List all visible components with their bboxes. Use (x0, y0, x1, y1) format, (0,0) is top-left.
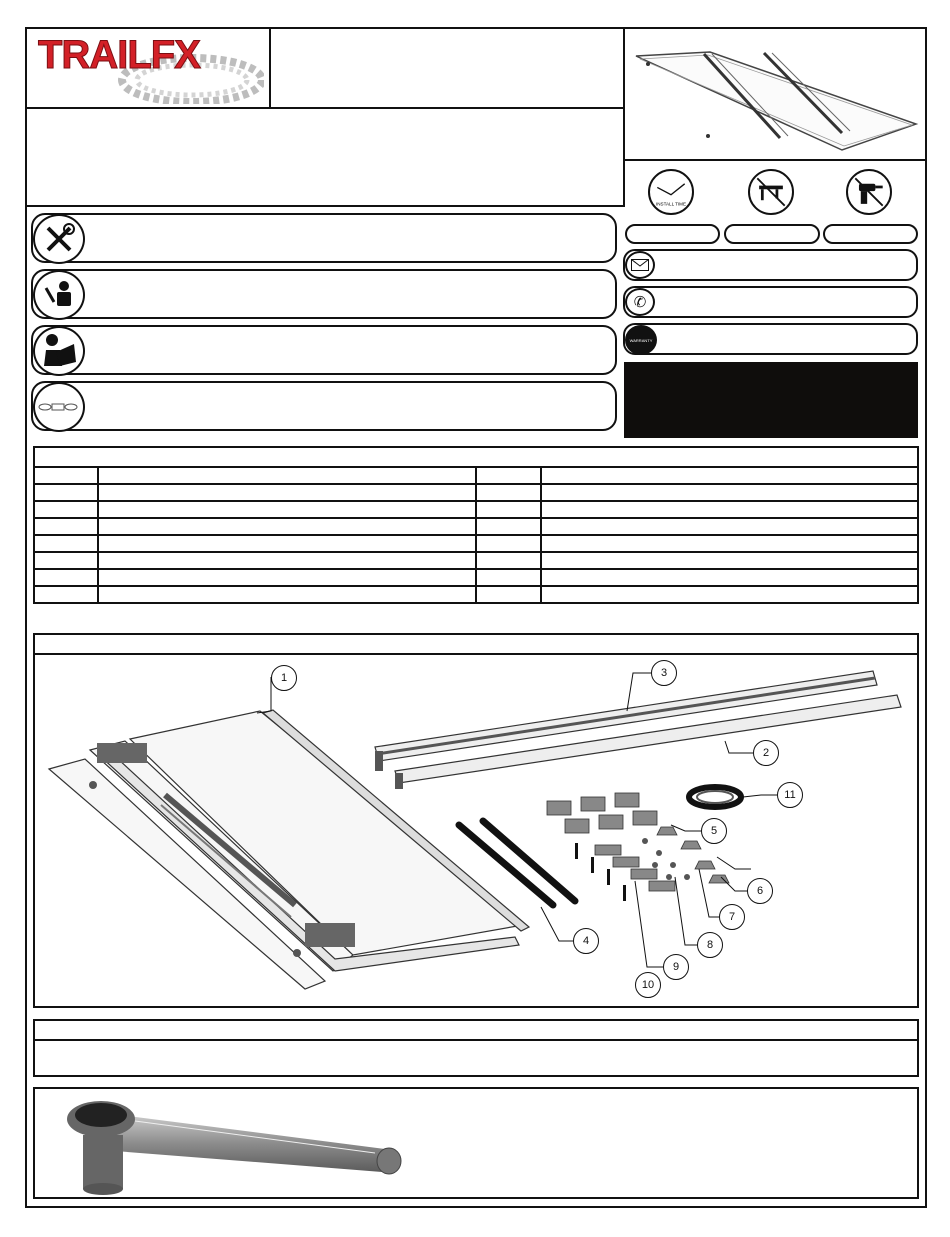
table-cell (541, 569, 918, 586)
parts-list-header (33, 446, 919, 468)
callout-10: 10 (635, 972, 661, 998)
brand-logo (32, 30, 264, 104)
callout-7: 7 (719, 904, 745, 930)
table-cell (541, 586, 918, 603)
table-row (34, 569, 918, 586)
logo-divider (269, 27, 271, 109)
product-description (32, 115, 617, 199)
table-cell (476, 501, 541, 518)
exploded-view-drawing (35, 655, 917, 1006)
table-cell (98, 518, 476, 535)
svg-text:INSTALL TIME: INSTALL TIME (656, 201, 686, 207)
table-cell (98, 552, 476, 569)
callout-11: 11 (777, 782, 803, 808)
table-cell (34, 501, 98, 518)
callout-3: 3 (651, 660, 677, 686)
tools-icon (33, 214, 85, 264)
table-cell (541, 552, 918, 569)
no-cutting-icon (748, 169, 794, 215)
notice-panel (624, 362, 918, 438)
product-image (628, 32, 923, 156)
ratchet-wrench-image (55, 1091, 435, 1199)
table-cell (34, 569, 98, 586)
table-cell (34, 484, 98, 501)
header-divider (25, 107, 625, 109)
table-cell (98, 501, 476, 518)
table-cell (98, 484, 476, 501)
notes-panel (33, 1039, 919, 1077)
table-cell (98, 467, 476, 484)
warranty-row (623, 323, 918, 355)
table-cell (476, 552, 541, 569)
tool-panel (33, 1087, 919, 1199)
technician-icon (33, 270, 85, 320)
table-cell (541, 501, 918, 518)
table-row (34, 552, 918, 569)
hardware-row (31, 381, 617, 431)
table-cell (541, 518, 918, 535)
cutting-value (724, 224, 820, 244)
table-cell (98, 586, 476, 603)
callout-2: 2 (753, 740, 779, 766)
table-cell (34, 467, 98, 484)
table-cell (476, 535, 541, 552)
warranty-badge-icon: WARRANTY (625, 325, 657, 355)
install-time-value (625, 224, 720, 244)
table-row (34, 586, 918, 603)
install-time-icon (648, 169, 694, 215)
table-cell (541, 467, 918, 484)
table-row (34, 535, 918, 552)
drilling-value (823, 224, 918, 244)
table-row (34, 484, 918, 501)
phone-icon: ✆ (625, 288, 655, 316)
table-cell (476, 484, 541, 501)
table-row (34, 518, 918, 535)
table-cell (476, 569, 541, 586)
exploded-view-panel (33, 653, 919, 1008)
table-row (34, 467, 918, 484)
email-row (623, 249, 918, 281)
description-bottom-line (25, 205, 625, 207)
table-cell (98, 535, 476, 552)
exploded-view-header (33, 633, 919, 655)
table-row (34, 501, 918, 518)
callout-8: 8 (697, 932, 723, 958)
callout-9: 9 (663, 954, 689, 980)
tools-row (31, 213, 617, 263)
table-cell (541, 484, 918, 501)
envelope-icon (625, 251, 655, 279)
no-drilling-icon (846, 169, 892, 215)
table-cell (476, 467, 541, 484)
notes-header (33, 1019, 919, 1041)
table-cell (34, 518, 98, 535)
callout-1: 1 (271, 665, 297, 691)
table-cell (541, 535, 918, 552)
table-cell (34, 535, 98, 552)
callout-5: 5 (701, 818, 727, 844)
phone-row (623, 286, 918, 318)
instructions-icon (33, 326, 85, 376)
technician-row (31, 269, 617, 319)
callout-4: 4 (573, 928, 599, 954)
logo-wordmark: TRAILFX (38, 33, 200, 77)
header-right-divider (623, 27, 625, 207)
callout-6: 6 (747, 878, 773, 904)
part-title (275, 35, 615, 95)
instructions-row (31, 325, 617, 375)
product-image-divider (623, 159, 927, 161)
table-cell (34, 552, 98, 569)
parts-table (33, 466, 919, 604)
table-cell (476, 586, 541, 603)
table-cell (34, 586, 98, 603)
hardware-icon (33, 382, 85, 432)
table-cell (98, 569, 476, 586)
table-cell (476, 518, 541, 535)
